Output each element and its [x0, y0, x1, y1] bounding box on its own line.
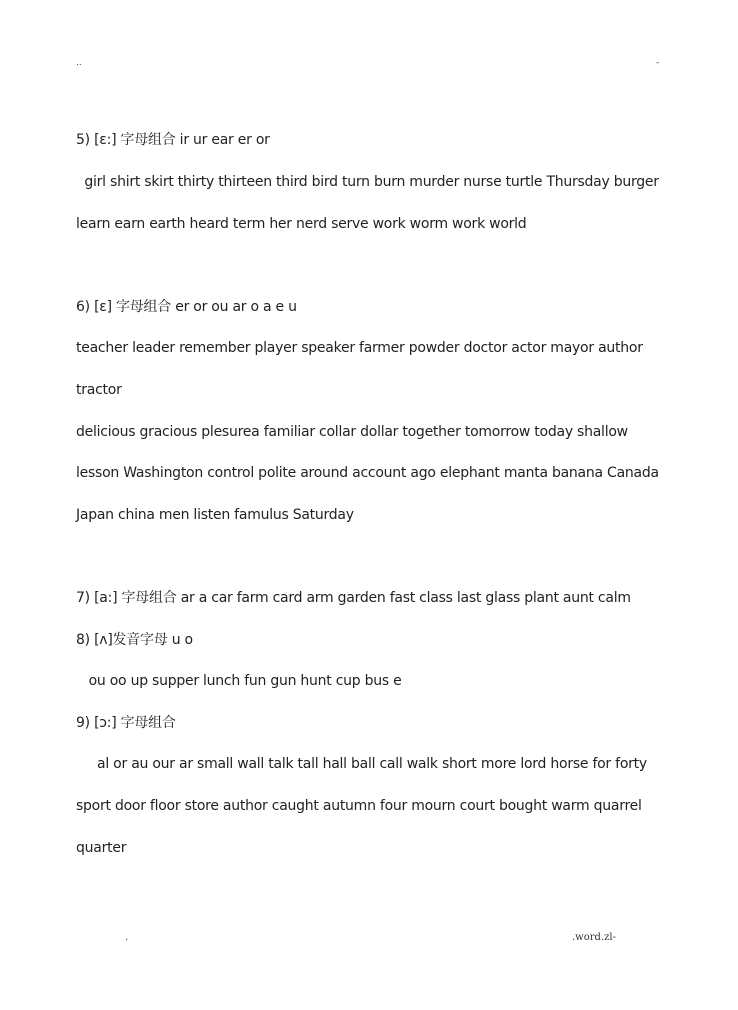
- footer-left-mark: .: [125, 932, 129, 943]
- section-5-words-line-1: girl shirt skirt thirty thirteen third bird turn burn murder nurse turtle Thursday burger: [76, 174, 659, 190]
- section-6-words-line-2: tractor: [76, 382, 122, 398]
- section-6-words-line-5: Japan china men listen famulus Saturday: [76, 507, 354, 523]
- footer-right-mark: .word.zl-: [572, 932, 616, 943]
- section-9-words-line-3: quarter: [76, 840, 127, 856]
- section-8-heading: 8) [ʌ]发音字母 u o: [76, 632, 193, 648]
- section-6-heading: 6) [ɛ] 字母组合 er or ou ar o a e u: [76, 299, 297, 315]
- header-right-mark: -: [656, 58, 660, 68]
- section-8-words: ou oo up supper lunch fun gun hunt cup bus e: [76, 673, 402, 689]
- section-9-words-line-2: sport door floor store author caught autumn four mourn court bought warm quarrel: [76, 798, 642, 814]
- section-5-words-line-2: learn earn earth heard term her nerd serve work worm work world: [76, 216, 527, 232]
- section-6-words-line-4: lesson Washington control polite around account ago elephant manta banana Canada: [76, 465, 659, 481]
- header-left-mark: ..: [76, 58, 82, 68]
- section-9-heading: 9) [ɔ:] 字母组合: [76, 715, 176, 731]
- section-9-words-line-1: al or au our ar small wall talk tall hall ball call walk short more lord horse for forty: [76, 756, 647, 772]
- section-5-heading: 5) [ɛ:] 字母组合 ir ur ear er or: [76, 132, 270, 148]
- section-6-words-line-1: teacher leader remember player speaker farmer powder doctor actor mayor author: [76, 340, 643, 356]
- section-6-words-line-3: delicious gracious plesurea familiar collar dollar together tomorrow today shallow: [76, 424, 628, 440]
- section-7-line: 7) [a:] 字母组合 ar a car farm card arm garden fast class last glass plant aunt calm: [76, 590, 631, 606]
